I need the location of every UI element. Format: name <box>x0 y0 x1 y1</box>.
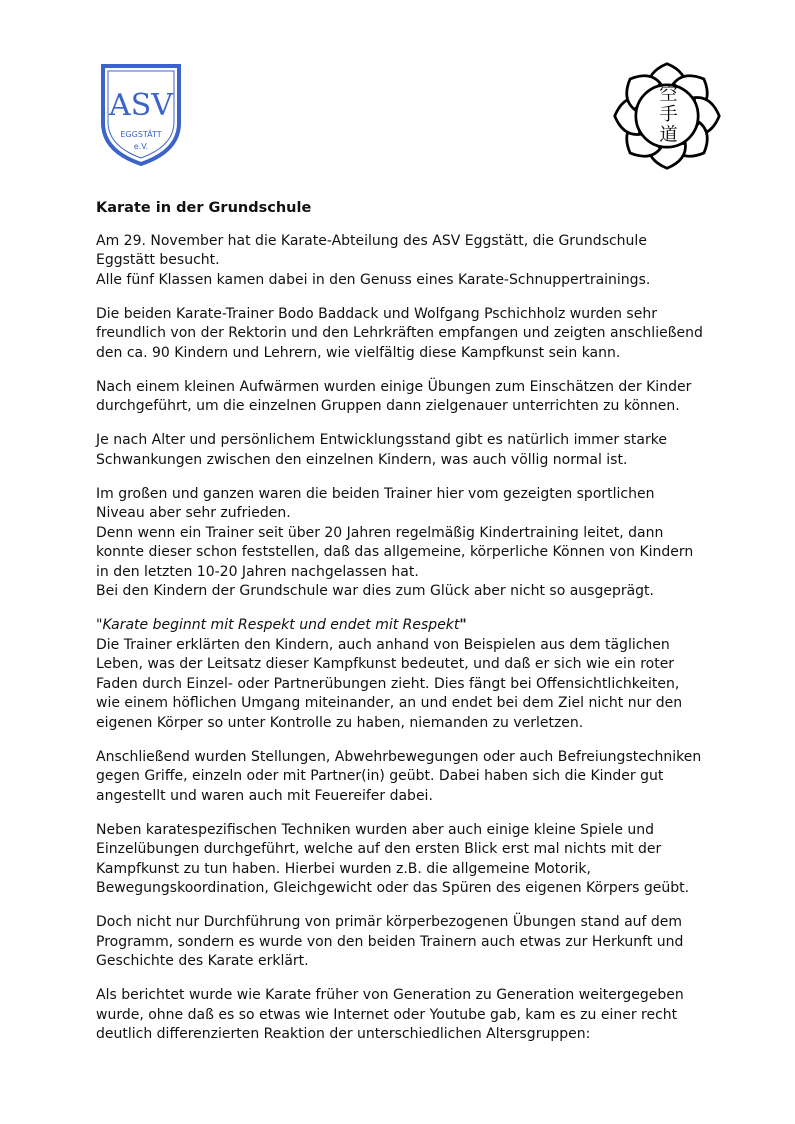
article <box>96 199 756 1059</box>
text-line: Die beiden Karate-Trainer Bodo Baddack und Wolfgang Pschichholz wurden sehr <box>96 305 657 322</box>
text-line: Am 29. November hat die Karate-Abteilung des ASV Eggstätt, die Grundschule <box>96 232 647 249</box>
text-line: Bewegungskoordination, Gleichgewicht oder das Spüren des eigenen Körpers geübt. <box>96 880 690 896</box>
quote-line <box>96 616 756 636</box>
text-line: Je nach Alter und persönlichem Entwicklungsstand gibt es natürlich immer starke <box>96 432 667 448</box>
paragraph <box>96 485 756 602</box>
article-title: Karate in der Grundschule <box>96 200 312 216</box>
paragraph <box>96 748 756 807</box>
paragraph <box>96 616 756 733</box>
text-line: den ca. 90 Kindern und Lehrern, wie vielfältig diese Kampfkunst sein kann. <box>96 344 621 361</box>
text-line: Die Trainer erklärten den Kindern, auch anhand von Beispielen aus dem täglichen <box>96 636 670 653</box>
quote-text: "Karate beginnt mit Respekt und endet mit Respekt <box>96 617 460 633</box>
text-line: Eggstätt besucht. <box>96 252 220 268</box>
asv-eggstaett-logo <box>100 63 182 167</box>
text-line: deutlich differenzierten Reaktion der unterschiedlichen Altersgruppen: <box>96 1026 591 1042</box>
text-line: Anschließend wurden Stellungen, Abwehrbewegungen oder auch Befreiungstechniken <box>96 748 702 765</box>
text-line: wie einem höflichen Umgang miteinander, an und endet bei dem Ziel nicht nur den <box>96 695 683 711</box>
text-line: durchgeführt, um die einzelnen Gruppen dann zielgenauer unterrichten zu können. <box>96 398 680 414</box>
text-line: Niveau aber sehr zufrieden. <box>96 505 291 521</box>
paragraph <box>96 232 756 291</box>
text-line: Leben, was der Leitsatz dieser Kampfkunst bedeutet, und daß er sich wie ein roter <box>96 656 675 672</box>
text-line: Schwankungen zwischen den einzelnen Kindern, was auch völlig normal ist. <box>96 451 628 468</box>
text-line: Einzelübungen durchgeführt, welche auf den ersten Blick erst mal nichts mit der <box>96 841 662 857</box>
text-line: Geschichte des Karate erklärt. <box>96 953 309 969</box>
karate-lotus-logo <box>612 57 722 175</box>
paragraph <box>96 913 756 972</box>
paragraph <box>96 431 756 470</box>
text-line: Im großen und ganzen waren die beiden Trainer hier vom gezeigten sportlichen <box>96 485 655 502</box>
text-line: Bei den Kindern der Grundschule war dies zum Glück aber nicht so ausgeprägt. <box>96 583 654 599</box>
logo-suffix: e.V. <box>133 142 149 151</box>
text-line: Kampfkunst zu tun haben. Hierbei wurden z.B. die allgemeine Motorik, <box>96 860 591 877</box>
quote-end-mark: " <box>459 617 467 633</box>
text-line: Denn wenn ein Trainer seit über 20 Jahren regelmäßig Kindertraining leitet, dann <box>96 524 664 541</box>
logo-kanji: 空手道 <box>656 83 678 145</box>
logo-town: EGGSTÄTT <box>120 130 162 139</box>
text-line: Faden durch Einzel- oder Partnerübungen zieht. Dies fängt bei Offensichtlichkeiten, <box>96 675 680 692</box>
text-line: wurde, ohne daß es so etwas wie Internet oder Youtube gab, kam es zu einer recht <box>96 1006 678 1023</box>
paragraph <box>96 378 756 417</box>
text-line: Doch nicht nur Durchführung von primär körperbezogenen Übungen stand auf dem <box>96 914 683 930</box>
paragraph <box>96 821 756 899</box>
text-line: Neben karatespezifischen Techniken wurden aber auch einige kleine Spiele und <box>96 821 655 838</box>
text-line: Programm, sondern es wurde von den beiden Trainern auch etwas zur Herkunft und <box>96 933 684 950</box>
text-line: freundlich von der Rektorin und den Lehrkräften empfangen und zeigten anschließend <box>96 325 703 341</box>
text-line: gegen Griffe, einzeln oder mit Partner(in) geübt. Dabei haben sich die Kinder gut <box>96 768 664 784</box>
text-line: angestellt und waren auch mit Feuereifer dabei. <box>96 787 433 804</box>
text-line: Als berichtet wurde wie Karate früher von Generation zu Generation weitergegeben <box>96 987 684 1003</box>
logo-letters: ASV <box>109 88 173 123</box>
text-line: in den letzten 10-20 Jahren nachgelassen hat. <box>96 563 419 580</box>
text-line: Alle fünf Klassen kamen dabei in den Genuss eines Karate-Schnuppertrainings. <box>96 271 651 288</box>
text-line: konnte dieser schon feststellen, daß das allgemeine, körperliche Können von Kindern <box>96 544 694 560</box>
text-line: Nach einem kleinen Aufwärmen wurden einige Übungen zum Einschätzen der Kinder <box>96 378 692 395</box>
paragraph <box>96 305 756 364</box>
paragraph <box>96 986 756 1045</box>
text-line: eigenen Körper so unter Kontrolle zu haben, niemanden zu verletzen. <box>96 714 584 731</box>
